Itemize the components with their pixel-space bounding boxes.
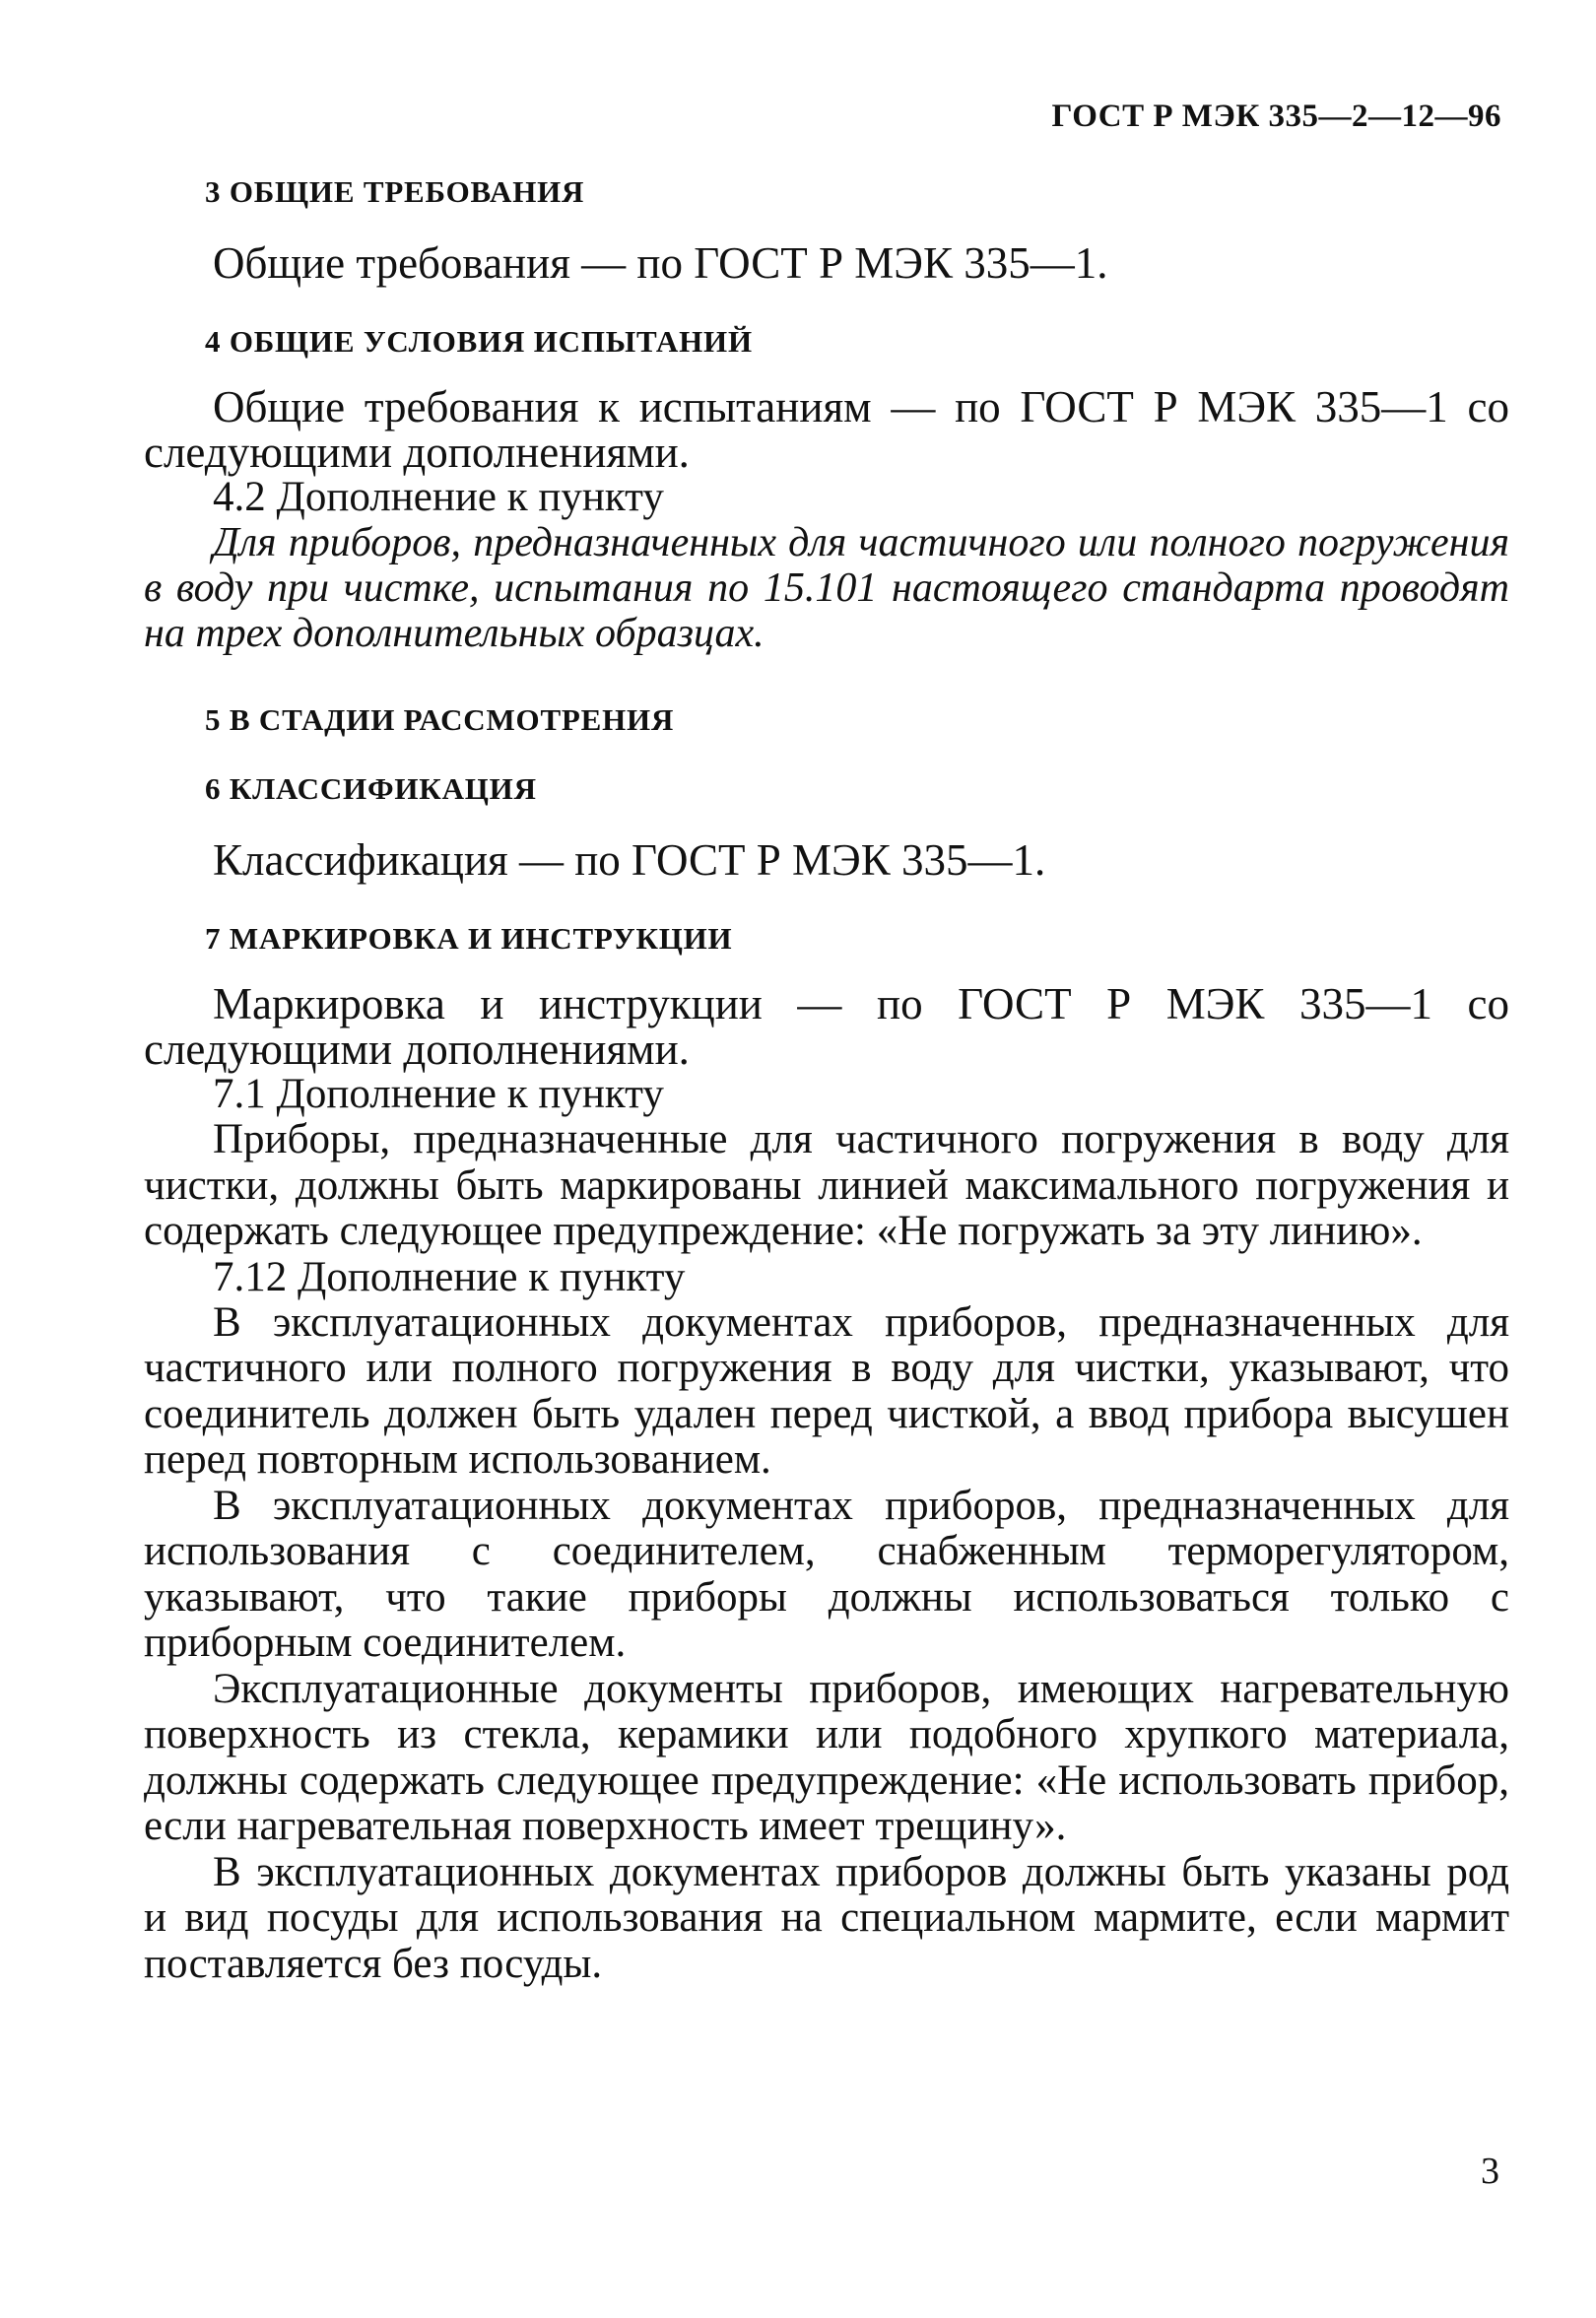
section-4-2-text: Для приборов, предназначенных для частичного или полного погружения в воду при чистке, испытания по 15.101 настоящего стандарта проводят на трех дополнительных образцах. (144, 520, 1509, 656)
section-7-1-heading: 7.1 Дополнение к пункту (213, 1071, 664, 1117)
section-3-text: Общие требования — по ГОСТ Р МЭК 335—1. (213, 238, 1108, 288)
section-7-12-heading: 7.12 Дополнение к пункту (213, 1253, 686, 1300)
section-6-title: 6 КЛАССИФИКАЦИЯ (205, 771, 537, 806)
section-5-title: 5 В СТАДИИ РАССМОТРЕНИЯ (205, 702, 675, 737)
section-4-2-heading: 4.2 Дополнение к пункту (213, 474, 664, 520)
document-body (144, 173, 1509, 1987)
section-7-text: Маркировка и инструкции — по ГОСТ Р МЭК 335—1 со следующими дополнениями. (144, 979, 1509, 1074)
section-7-12-paragraph-2: В эксплуатационных документах приборов, предназначенных для использования с соединителем, снабженным терморегулятором, указывают, что такие приборы должны использоваться только с приборным соединителем. (144, 1482, 1509, 1666)
section-6-text: Классификация — по ГОСТ Р МЭК 335—1. (213, 835, 1046, 885)
section-7-1-text: Приборы, предназначенные для частичного погружения в воду для чистки, должны быть маркированы линией максимального погружения и содержать следующее предупреждение: «Не погружать за эту линию». (144, 1116, 1509, 1254)
document-header: ГОСТ Р МЭК 335—2—12—96 (1051, 99, 1501, 134)
section-7-12-paragraph-3: Эксплуатационные документы приборов, имеющих нагревательную поверхность из стекла, керамики или подобного хрупкого материала, должны содержать следующее предупреждение: «Не использовать прибор, если нагревательная поверхность имеет трещину». (144, 1665, 1509, 1849)
section-4-text: Общие требования к испытаниям — по ГОСТ Р МЭК 335—1 со следующими дополнениями. (144, 382, 1509, 477)
section-3-title: 3 ОБЩИЕ ТРЕБОВАНИЯ (205, 174, 585, 209)
section-7-title: 7 МАРКИРОВКА И ИНСТРУКЦИИ (205, 921, 733, 956)
section-7-12-paragraph-1: В эксплуатационных документах приборов, предназначенных для частичного или полного погружения в воду для чистки, указывают, что соединитель должен быть удален перед чисткой, а ввод прибора высушен перед повторным использованием. (144, 1298, 1509, 1483)
page-number: 3 (1481, 2151, 1499, 2192)
section-7-12-paragraph-4: В эксплуатационных документах приборов должны быть указаны род и вид посуды для использования на специальном мармите, если мармит поставляется без посуды. (144, 1848, 1509, 1987)
section-4-title: 4 ОБЩИЕ УСЛОВИЯ ИСПЫТАНИЙ (205, 324, 753, 359)
